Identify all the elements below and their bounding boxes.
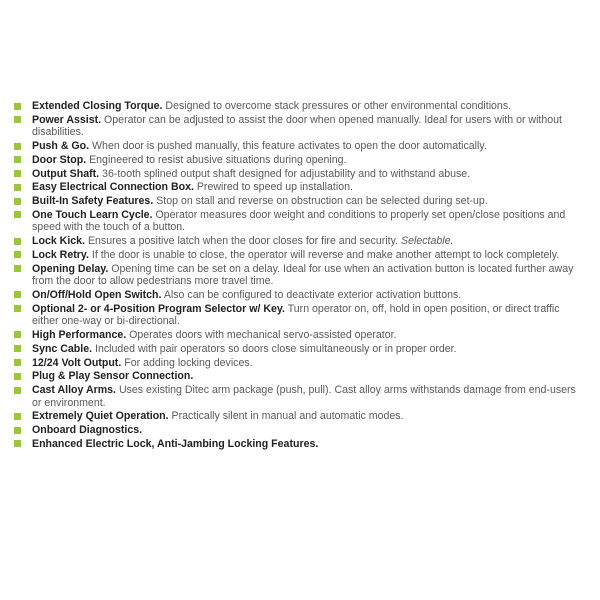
feature-description: Practically silent in manual and automatic modes. xyxy=(171,410,404,423)
square-bullet-icon xyxy=(14,211,21,218)
feature-item xyxy=(14,140,582,152)
square-bullet-icon xyxy=(14,359,21,366)
feature-name: Built-In Safety Features. xyxy=(32,195,154,208)
feature-description: Uses existing Ditec arm package (push, pull). Cast alloy arms withstands damage from end-users or environment. xyxy=(32,384,576,409)
square-bullet-icon xyxy=(14,331,21,338)
feature-item xyxy=(14,303,582,328)
feature-description: Prewired to speed up installation. xyxy=(196,181,353,194)
feature-item xyxy=(14,168,582,180)
feature-item xyxy=(14,343,582,355)
feature-description: Turn operator on, off, hold in open position, or direct traffic either one-way or bi-directional. xyxy=(32,302,560,328)
feature-item xyxy=(14,263,582,288)
feature-item xyxy=(14,154,582,166)
square-bullet-icon xyxy=(14,305,21,312)
feature-description: For adding locking devices. xyxy=(124,356,253,369)
feature-name: One Touch Learn Cycle. xyxy=(32,208,153,221)
feature-item xyxy=(14,329,582,341)
square-bullet-icon xyxy=(14,440,21,447)
feature-name: Cast Alloy Arms. xyxy=(32,384,116,397)
feature-name: Lock Kick. xyxy=(32,235,85,248)
feature-item xyxy=(14,235,582,247)
feature-item xyxy=(14,209,582,234)
feature-item xyxy=(14,249,582,261)
feature-name: Lock Retry. xyxy=(32,248,89,261)
feature-description: Operator measures door weight and conditions to properly set open/close positions and speed with the touch of a button. xyxy=(32,208,566,234)
feature-name: Plug & Play Sensor Connection. xyxy=(32,370,194,383)
feature-description: 36-tooth splined output shaft designed for adjustability and to withstand abuse. xyxy=(102,167,471,180)
feature-item xyxy=(14,424,582,436)
square-bullet-icon xyxy=(14,251,21,258)
square-bullet-icon xyxy=(14,238,21,245)
feature-description: Opening time can be set on a delay. Ideal for use when an activation button is located further away from the door to allow pedestrians more travel time. xyxy=(32,262,574,288)
feature-name: Enhanced Electric Lock, Anti-Jambing Locking Features. xyxy=(32,437,319,450)
square-bullet-icon xyxy=(14,184,21,191)
feature-item xyxy=(14,114,582,139)
square-bullet-icon xyxy=(14,427,21,434)
feature-name: On/Off/Hold Open Switch. xyxy=(32,288,162,301)
feature-item xyxy=(14,438,582,450)
feature-item xyxy=(14,181,582,193)
feature-description: Ensures a positive latch when the door closes for fire and security. xyxy=(87,235,399,248)
feature-item xyxy=(14,370,582,382)
feature-item xyxy=(14,357,582,369)
square-bullet-icon xyxy=(14,198,21,205)
feature-name: 12/24 Volt Output. xyxy=(32,356,122,369)
feature-description: If the door is unable to close, the operator will reverse and make another attempt to lock completely. xyxy=(91,248,560,261)
square-bullet-icon xyxy=(14,373,21,380)
feature-note: Selectable. xyxy=(401,235,454,248)
square-bullet-icon xyxy=(14,103,21,110)
feature-item xyxy=(14,100,582,112)
feature-name: Extended Closing Torque. xyxy=(32,100,163,112)
square-bullet-icon xyxy=(14,413,21,420)
feature-name: Optional 2- or 4-Position Program Selector w/ Key. xyxy=(32,302,285,315)
feature-description: Also can be configured to deactivate exterior activation buttons. xyxy=(163,288,462,301)
feature-item xyxy=(14,410,582,422)
feature-description: Stop on stall and reverse on obstruction can be selected during set-up. xyxy=(156,195,488,208)
feature-name: Opening Delay. xyxy=(32,262,109,275)
square-bullet-icon xyxy=(14,291,21,298)
feature-name: Extremely Quiet Operation. xyxy=(32,410,169,423)
square-bullet-icon xyxy=(14,387,21,394)
square-bullet-icon xyxy=(14,345,21,352)
feature-name: High Performance. xyxy=(32,328,127,341)
feature-name: Onboard Diagnostics. xyxy=(32,424,143,437)
feature-name: Output Shaft. xyxy=(32,167,100,180)
square-bullet-icon xyxy=(14,170,21,177)
feature-name: Sync Cable. xyxy=(32,342,93,355)
square-bullet-icon xyxy=(14,143,21,150)
feature-name: Power Assist. xyxy=(32,113,102,126)
square-bullet-icon xyxy=(14,156,21,163)
feature-item xyxy=(14,289,582,301)
feature-item xyxy=(14,384,582,409)
square-bullet-icon xyxy=(14,116,21,123)
square-bullet-icon xyxy=(14,265,21,272)
feature-description: Operates doors with mechanical servo-assisted operator. xyxy=(129,328,397,341)
feature-name: Easy Electrical Connection Box. xyxy=(32,181,194,194)
feature-description: When door is pushed manually, this feature activates to open the door automatically. xyxy=(92,140,487,152)
feature-description: Designed to overcome stack pressures or other environmental conditions. xyxy=(165,100,512,112)
feature-list xyxy=(14,100,582,452)
feature-name: Push & Go. xyxy=(32,140,90,152)
feature-name: Door Stop. xyxy=(32,153,87,166)
feature-description: Included with pair operators so doors close simultaneously or in proper order. xyxy=(95,342,457,355)
feature-item xyxy=(14,195,582,207)
feature-description: Operator can be adjusted to assist the door when opened manually. Ideal for users with or without disabilities. xyxy=(32,113,562,139)
feature-description: Engineered to resist abusive situations during opening. xyxy=(89,153,347,166)
